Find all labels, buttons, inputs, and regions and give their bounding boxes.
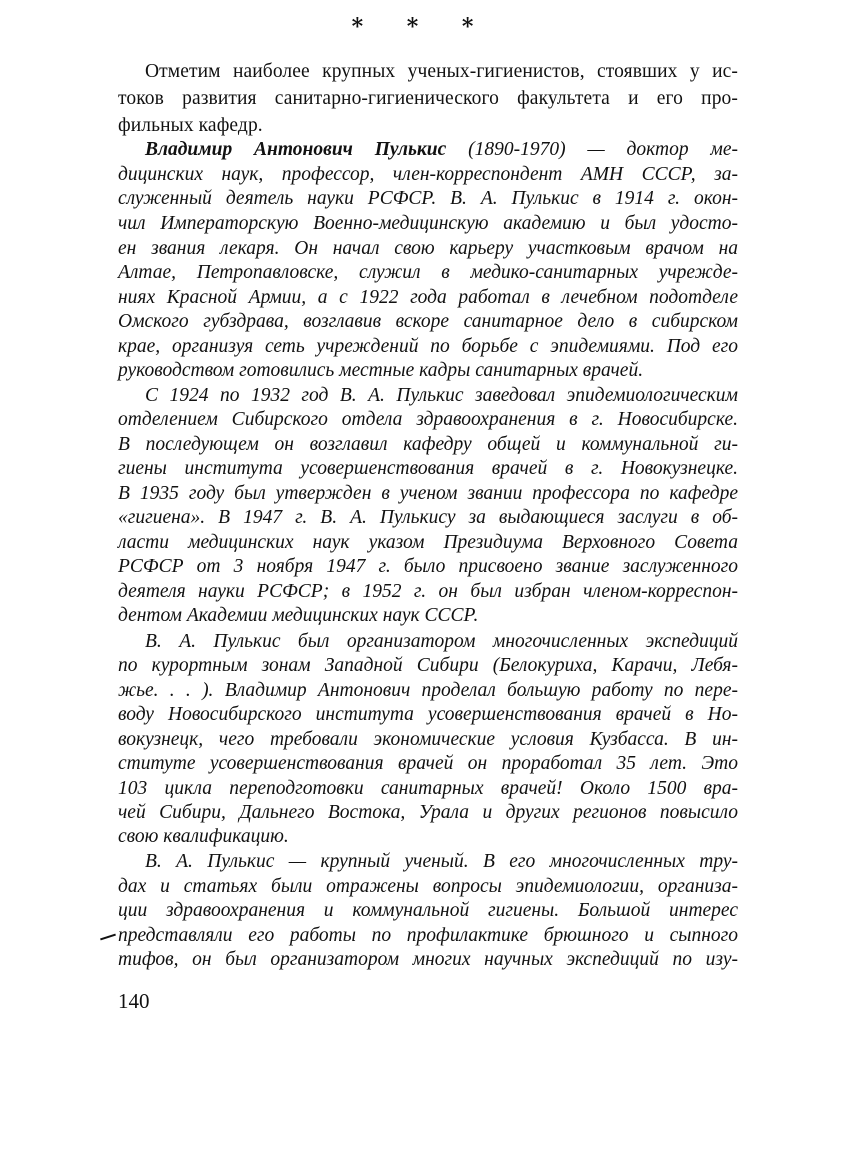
text-line: ласти медицинских наук указом Президиума Верховного Совета: [118, 532, 738, 553]
text-line: свою квалификацию.: [118, 826, 289, 847]
text-line: В. А. Пулькис — крупный ученый. В его многочисленных тру-: [145, 851, 738, 872]
text-line: ции здравоохранения и коммунальной гигиены. Большой интерес: [118, 900, 738, 921]
text-line: чей Сибири, Дальнего Востока, Урала и других регионов повысило: [118, 802, 738, 823]
text-line: С 1924 по 1932 год В. А. Пулькис заведовал эпидемиологическим: [145, 385, 738, 406]
text-line: ституте усовершенствования врачей он проработал 35 лет. Это: [118, 753, 738, 774]
text-line: ен звания лекаря. Он начал свою карьеру участковым врачом на: [118, 238, 738, 259]
text-line: фильных кафедр.: [118, 115, 263, 136]
text-line: дах и статьях были отражены вопросы эпидемиологии, организа-: [118, 876, 738, 897]
text-line: Отметим наиболее крупных ученых-гигиенистов, стоявших у ис-: [145, 61, 738, 82]
person-name: Владимир Антонович Пулькис: [145, 139, 447, 160]
text-line: Алтае, Петропавловске, служил в медико-санитарных учрежде-: [118, 262, 738, 283]
text-line: деятеля науки РСФСР; в 1952 г. он был избран членом-корреспон-: [118, 581, 738, 602]
text-line: «гигиена». В 1947 г. В. А. Пулькису за выдающиеся заслуги в об-: [118, 507, 738, 528]
text-line: вокузнецк, чего требовали экономические условия Кузбасса. В ин-: [118, 729, 738, 750]
text-line: отделением Сибирского отдела здравоохранения в г. Новосибирске.: [118, 409, 738, 430]
text-line: токов развития санитарно-гигиенического факультета и его про-: [118, 88, 738, 109]
text-line: 103 цикла переподготовки санитарных врачей! Около 1500 вра-: [118, 778, 738, 799]
text-span: (1890-1970) — доктор ме-: [446, 139, 738, 160]
text-line: ниях Красной Армии, а с 1922 года работал в лечебном подотделе: [118, 287, 738, 308]
text-line: РСФСР от 3 ноября 1947 г. было присвоено звание заслуженного: [118, 556, 738, 577]
text-line: В 1935 году был утвержден в ученом звании профессора по кафедре: [118, 483, 738, 504]
text-line: чил Императорскую Военно-медицинскую академию и был удосто-: [118, 213, 738, 234]
margin-pencil-mark: [100, 934, 116, 941]
page-number: 140: [118, 989, 150, 1013]
text-line: жье. . . ). Владимир Антонович проделал большую работу по пере-: [118, 680, 738, 701]
text-line: дицинских наук, профессор, член-корреспондент АМН СССР, за-: [118, 164, 738, 185]
text-line: руководством готовились местные кадры санитарных врачей.: [118, 360, 644, 381]
section-separator: * * *: [351, 14, 492, 40]
text-line: служенный деятель науки РСФСР. В. А. Пулькис в 1914 г. окон-: [118, 188, 738, 209]
text-line: по курортным зонам Западной Сибири (Белокуриха, Карачи, Лебя-: [118, 655, 738, 676]
text-line: В последующем он возглавил кафедру общей и коммунальной ги-: [118, 434, 738, 455]
text-line: Омского губздрава, возглавив вскоре санитарное дело в сибирском: [118, 311, 738, 332]
text-line: воду Новосибирского института усовершенствования врачей в Но-: [118, 704, 738, 725]
text-line: В. А. Пулькис был организатором многочисленных экспедиций: [145, 631, 738, 652]
text-line: тифов, он был организатором многих научных экспедиций по изу-: [118, 949, 738, 970]
text-line: представляли его работы по профилактике брюшного и сыпного: [118, 925, 738, 946]
text-line: дентом Академии медицинских наук СССР.: [118, 605, 479, 626]
text-line: крае, организуя сеть учреждений по борьбе с эпидемиями. Под его: [118, 336, 738, 357]
text-line: гиены института усовершенствования врачей в г. Новокузнецке.: [118, 458, 738, 479]
text-line: [145, 138, 738, 162]
